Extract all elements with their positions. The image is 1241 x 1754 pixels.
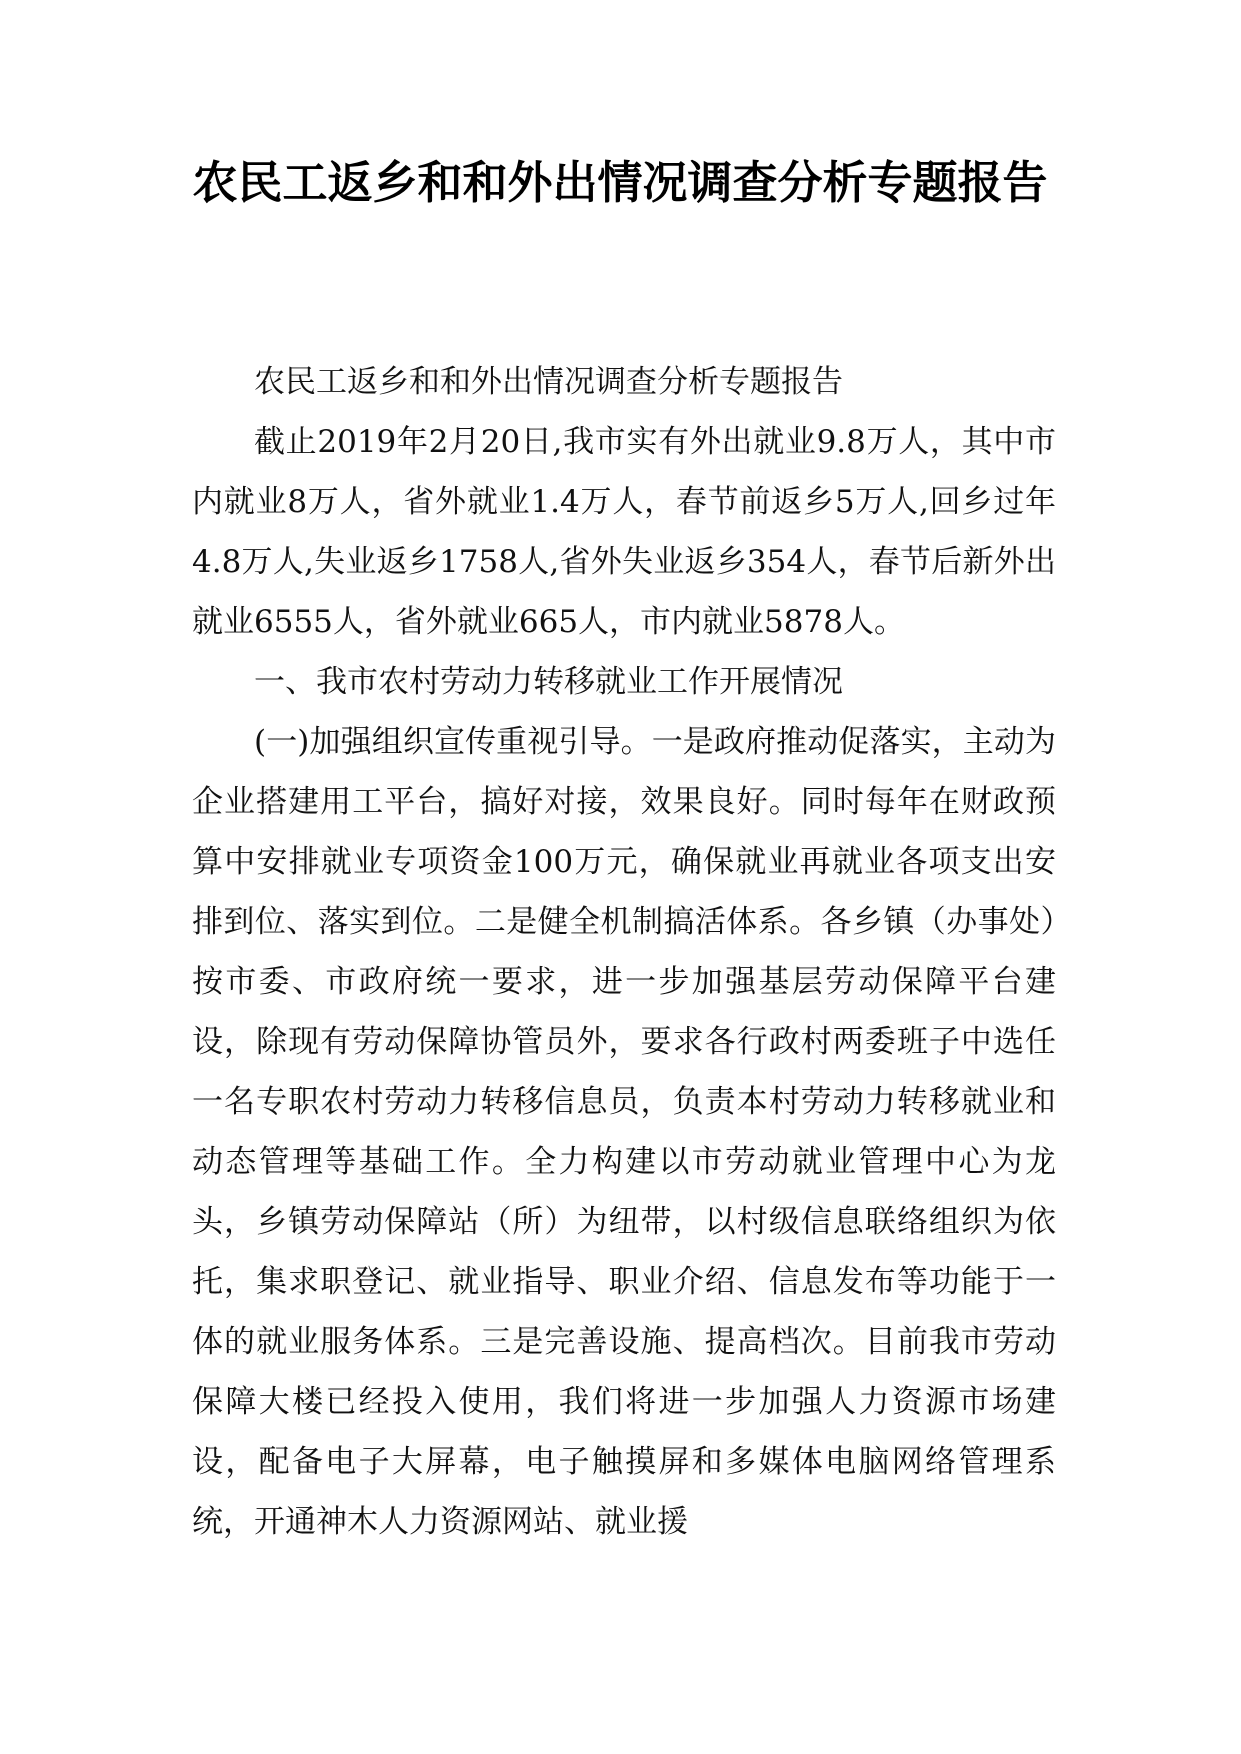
- section-heading: 一、我市农村劳动力转移就业工作开展情况: [254, 664, 843, 700]
- paragraph-body: (一)加强组织宣传重视引导。一是政府推动促落实，主动为企业搭建用工平台，搞好对接，效果良好。同时每年在财政预算中安排就业专项资金100万元，确保就业再就业各项支出安排到位、落实到位。二是健全机制搞活体系。各乡镇（办事处）按市委、市政府统一要求，进一步加强基层劳动保障平台建设，除现有劳动保障协管员外，要求各行政村两委班子中选任一名专职农村劳动力转移信息员，负责本村劳动力转移就业和动态管理等基础工作。全力构建以市劳动就业管理中心为龙头，乡镇劳动保障站（所）为纽带，以村级信息联络组织为依托，集求职登记、就业指导、职业介绍、信息发布等功能于一体的就业服务体系。三是完善设施、提高档次。目前我市劳动保障大楼已经投入使用，我们将进一步加强人力资源市场建设，配备电子大屏幕，电子触摸屏和多媒体电脑网络管理系统，开通神木人力资源网站、就业援: [192, 724, 1056, 1540]
- paragraph-summary: 截止2019年2月20日,我市实有外出就业9.8万人，其中市内就业8万人，省外就业1.4万人，春节前返乡5万人,回乡过年4.8万人,失业返乡1758人,省外失业返乡354人，春节后新外出就业6555人，省外就业665人，市内就业5878人。: [192, 424, 1056, 640]
- paragraph-subtitle: 农民工返乡和和外出情况调查分析专题报告: [254, 364, 843, 400]
- document-body: [192, 352, 1056, 1552]
- document-title: 农民工返乡和和外出情况调查分析专题报告: [192, 156, 1048, 209]
